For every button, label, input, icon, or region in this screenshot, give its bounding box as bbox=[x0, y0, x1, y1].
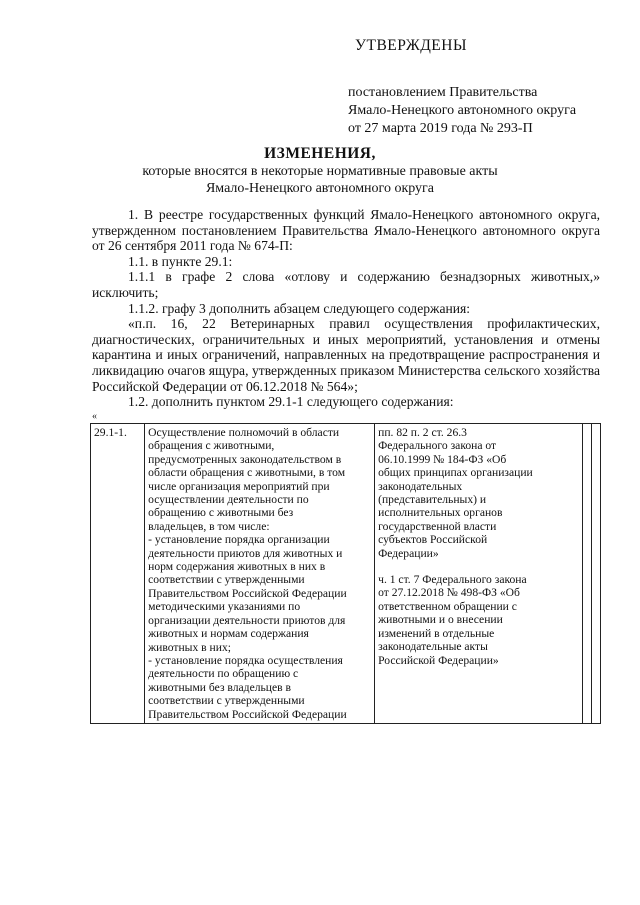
cell-text-line: обращения с животными, bbox=[148, 439, 275, 453]
title-main: ИЗМЕНЕНИЯ, bbox=[264, 145, 376, 162]
cell-text-line: Правительством Российской Федерации bbox=[148, 586, 347, 600]
cell-text-line: осуществлении деятельности по bbox=[148, 493, 309, 507]
cell-text-line: (представительных) и bbox=[378, 493, 487, 507]
cell-text-line: деятельности приютов для животных и bbox=[148, 546, 343, 560]
cell-text-line: ч. 1 ст. 7 Федерального закона bbox=[378, 573, 527, 587]
cell-empty bbox=[591, 424, 600, 724]
cell-legal-basis bbox=[375, 424, 582, 724]
approval-line: постановлением Правительства bbox=[348, 85, 538, 100]
approval-stamp bbox=[336, 36, 626, 138]
cell-text-line: ответственном обращении с bbox=[378, 599, 517, 613]
cell-text-line: субъектов Российской bbox=[378, 533, 488, 547]
cell-text-line: владельцев, в том числе: bbox=[148, 519, 270, 533]
document-body bbox=[92, 207, 600, 410]
paragraph: 1.1.2. графу 3 дополнить абзацем следующего содержания: bbox=[128, 300, 471, 316]
paragraph: «п.п. 16, 22 Ветеринарных правил осуществления профилактических, диагностических, ограничительных и иных мероприятий, установления и отмены карантина и иных ограничений, направленных на предотвращение распространения и ликвидацию очагов ящура, утвержденных приказом Министерства сельского хозяйства Российской Федерации от 06.12.2018 № 564»; bbox=[92, 316, 600, 394]
cell-text-line: норм содержания животных в них в bbox=[148, 560, 326, 574]
cell-text-line: животными и о внесении bbox=[378, 613, 503, 627]
paragraph: 1. В реестре государственных функций Ямало-Ненецкого автономного округа, утвержденном постановлением Правительства Ямало-Ненецкого автономного округа от 26 сентября 2011 года № 674-П: bbox=[92, 207, 600, 254]
paragraph: 1.1. в пункте 29.1: bbox=[128, 253, 233, 269]
cell-spacer bbox=[378, 560, 578, 573]
cell-text-line: соответствии с утвержденными bbox=[148, 694, 305, 708]
cell-text-line: - установление порядка организации bbox=[148, 533, 330, 547]
cell-text-line: методическими указаниями по bbox=[148, 600, 301, 614]
cell-text-line: общих принципах организации bbox=[378, 466, 533, 480]
approval-line: Ямало-Ненецкого автономного округа bbox=[348, 103, 577, 118]
cell-text-line: животными без владельцев в bbox=[148, 680, 291, 694]
cell-text-line: деятельности по обращению с bbox=[148, 667, 299, 681]
cell-text-line: предусмотренных законодательством в bbox=[148, 452, 342, 466]
cell-number bbox=[91, 424, 145, 724]
title-subline: которые вносятся в некоторые нормативные правовые акты bbox=[142, 164, 498, 179]
cell-text-line: пп. 82 п. 2 ст. 26.3 bbox=[378, 426, 467, 439]
cell-text-line: соответствии с утвержденными bbox=[148, 573, 305, 587]
cell-text-line: изменений в отдельные bbox=[378, 626, 495, 640]
cell-text-line: животных и нормам содержания bbox=[148, 627, 309, 641]
cell-text-line: Правительством Российской Федерации bbox=[148, 707, 347, 721]
cell-text-line: Федерального закона от bbox=[378, 439, 497, 453]
cell-text-line: Федерации» bbox=[378, 546, 439, 560]
cell-function-description bbox=[145, 424, 375, 724]
paragraph: 1.1.1 в графе 2 слова «отлову и содержанию безнадзорных животных,» исключить; bbox=[92, 269, 600, 300]
item-number: 29.1-1. bbox=[94, 426, 127, 439]
table-row bbox=[91, 424, 601, 724]
cell-text-line: законодательные акты bbox=[378, 640, 488, 654]
cell-text-line: обращению с животными без bbox=[148, 506, 294, 520]
cell-text-line: области обращения с животными, в том bbox=[148, 466, 346, 480]
cell-text-line: числе организация мероприятий при bbox=[148, 479, 330, 493]
cell-text-line: законодательных bbox=[378, 479, 463, 493]
opening-quote: « bbox=[92, 411, 97, 422]
cell-text-line: - установление порядка осуществления bbox=[148, 653, 343, 667]
approval-line: от 27 марта 2019 года № 293-П bbox=[348, 121, 533, 136]
cell-text-line: государственной власти bbox=[378, 519, 497, 533]
cell-text-line: от 27.12.2018 № 498-ФЗ «Об bbox=[378, 586, 520, 600]
cell-text-line: животных в них; bbox=[148, 640, 231, 654]
functions-table bbox=[90, 423, 601, 724]
cell-text-line: 06.10.1999 № 184-ФЗ «Об bbox=[378, 452, 507, 466]
approval-heading: УТВЕРЖДЕНЫ bbox=[355, 37, 467, 54]
cell-empty bbox=[582, 424, 591, 724]
paragraph: 1.2. дополнить пунктом 29.1-1 следующего содержания: bbox=[128, 394, 454, 410]
cell-text-line: исполнительных органов bbox=[378, 506, 503, 520]
cell-text-line: Осуществление полномочий в области bbox=[148, 426, 340, 439]
cell-text-line: Российской Федерации» bbox=[378, 653, 499, 667]
cell-text-line: организации деятельности приютов для bbox=[148, 613, 346, 627]
document-title bbox=[80, 144, 560, 197]
title-subline: Ямало-Ненецкого автономного округа bbox=[205, 181, 435, 196]
